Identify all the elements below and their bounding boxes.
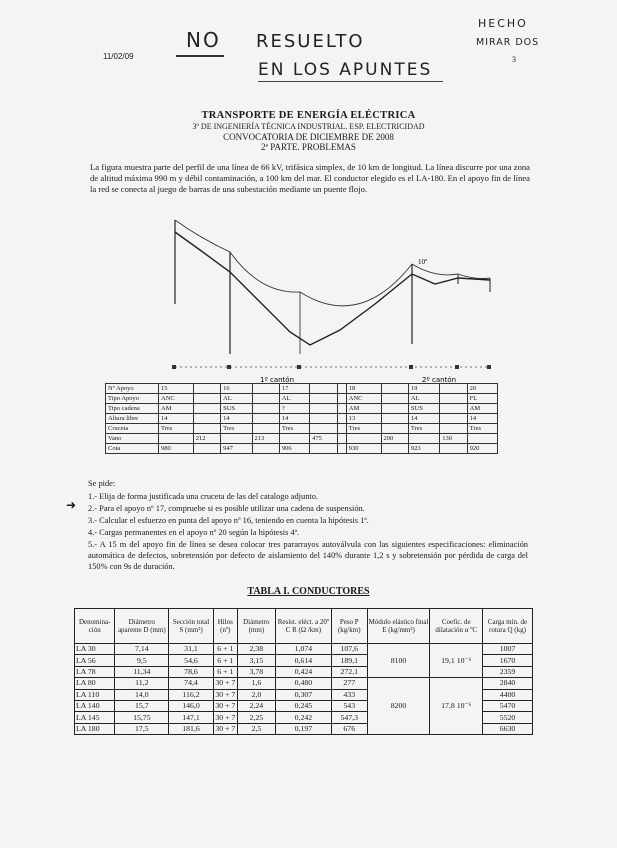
- conductor-cell: 147,1: [169, 712, 213, 723]
- conductor-column-header: Módulo elástico final E (kg/mm²): [367, 609, 430, 644]
- profile-row-label: Cota: [106, 444, 159, 454]
- profile-cell: 947: [221, 444, 252, 454]
- conductor-cell: 543: [331, 700, 367, 711]
- baseline-mark-17: [297, 365, 301, 369]
- baseline-mark-15: [172, 365, 176, 369]
- conductor-cell: LA 180: [75, 723, 115, 734]
- canton-1-label: 1º cantón: [260, 376, 295, 384]
- baseline-mark-18: [409, 365, 413, 369]
- profile-cell: [440, 424, 467, 434]
- conductor-column-header: Diámetro aparente D (mm): [115, 609, 169, 644]
- conductor-cell: 116,2: [169, 689, 213, 700]
- profile-cell: [337, 404, 346, 414]
- profile-cell: 923: [408, 444, 439, 454]
- conductor-cell: 9,5: [115, 655, 169, 666]
- profile-cell: [310, 384, 337, 394]
- profile-cell: [310, 424, 337, 434]
- conductor-cell: 2,25: [237, 712, 275, 723]
- profile-cell: AL: [279, 394, 309, 404]
- conductor-cell: 0,307: [275, 689, 331, 700]
- profile-cell: [221, 434, 252, 444]
- profile-cell: AM: [467, 404, 497, 414]
- conductor-cell: 433: [331, 689, 367, 700]
- profile-table-row: [106, 404, 498, 414]
- profile-cell: Tres: [408, 424, 439, 434]
- conductor-cell: 547,3: [331, 712, 367, 723]
- profile-cell: 930: [346, 444, 381, 454]
- conductor-cell: 676: [331, 723, 367, 734]
- conductor-column-header: Diámetro (mm): [237, 609, 275, 644]
- conductor-cell: 30 + 7: [213, 723, 237, 734]
- question-1: 1.- Elija de forma justificada una cruceta de las del catalogo adjunto.: [88, 492, 318, 501]
- conductor-cell: 30 + 7: [213, 700, 237, 711]
- conductor-cell: 3,78: [237, 666, 275, 677]
- breaking-load-cell: 6630: [483, 723, 533, 734]
- conductor-cell: LA 78: [75, 666, 115, 677]
- profile-cell: 475: [310, 434, 337, 444]
- handwritten-mirar: MIRAR DOS: [476, 37, 540, 48]
- conductor-cell: 2,5: [237, 723, 275, 734]
- conductor-cell: 0,197: [275, 723, 331, 734]
- conductor-cell: 0,614: [275, 655, 331, 666]
- canton-2-label: 2º cantón: [422, 376, 457, 384]
- profile-cell: [252, 404, 279, 414]
- profile-cell: [346, 434, 381, 444]
- profile-cell: [337, 424, 346, 434]
- profile-cell: ANC: [159, 394, 194, 404]
- profile-cell: [337, 394, 346, 404]
- profile-cell: [381, 414, 408, 424]
- profile-cell: 212: [193, 434, 220, 444]
- conductor-cell: LA 80: [75, 678, 115, 689]
- conductor-cell: 3,15: [237, 655, 275, 666]
- profile-cell: 18: [346, 384, 381, 394]
- profile-cell: [337, 384, 346, 394]
- question-4: 4.- Cargas permanentes en el apoyo nº 20 según la hipótesis 4ª.: [88, 528, 300, 537]
- handwritten-apuntes: EN LOS APUNTES: [258, 60, 433, 80]
- conductor-cell: 272,1: [331, 666, 367, 677]
- conductor-cell: 30 + 7: [213, 678, 237, 689]
- profile-cell: [193, 424, 220, 434]
- profile-cell: [252, 444, 279, 454]
- conductor-cell: 14,0: [115, 689, 169, 700]
- profile-cell: [279, 434, 309, 444]
- handwritten-apuntes-underline: [258, 81, 443, 82]
- profile-cell: [440, 394, 467, 404]
- profile-cell: 213: [252, 434, 279, 444]
- handwritten-resuelto: RESUELTO: [256, 31, 365, 52]
- conductor-cell: LA 145: [75, 712, 115, 723]
- profile-table: [105, 383, 498, 454]
- conductor-cell: 0,424: [275, 666, 331, 677]
- profile-cell: [193, 444, 220, 454]
- questions-intro: Se pide:: [88, 479, 116, 488]
- profile-cell: 130: [440, 434, 467, 444]
- elastic-modulus-cell: 8200: [367, 678, 430, 735]
- conductor-cell: 15,7: [115, 700, 169, 711]
- profile-cell: 920: [467, 444, 497, 454]
- breaking-load-cell: 5470: [483, 700, 533, 711]
- profile-cell: Tres: [346, 424, 381, 434]
- profile-cell: [440, 444, 467, 454]
- profile-cell: 200: [381, 434, 408, 444]
- conductor-header-row: [75, 609, 533, 644]
- conductor-row: [75, 678, 533, 689]
- profile-cell: [440, 414, 467, 424]
- elastic-modulus-cell: 8100: [367, 644, 430, 678]
- profile-cell: [193, 384, 220, 394]
- angle-label: 10º: [418, 258, 428, 266]
- conductor-cell: 1,6: [237, 678, 275, 689]
- conductor-cell: 30 + 7: [213, 712, 237, 723]
- breaking-load-cell: 1670: [483, 655, 533, 666]
- profile-row-label: Cruceta: [106, 424, 159, 434]
- conductor-column-header: Sección total S (mm²): [169, 609, 213, 644]
- conductor-column-header: Peso P (kg/km): [331, 609, 367, 644]
- conductor-cell: 54,6: [169, 655, 213, 666]
- profile-cell: Tres: [221, 424, 252, 434]
- conductor-cell: 7,14: [115, 644, 169, 655]
- profile-cell: [310, 394, 337, 404]
- questions-arrow-icon: ➜: [66, 498, 77, 512]
- conductor-cell: 6 + 1: [213, 655, 237, 666]
- profile-cell: [310, 444, 337, 454]
- conductor-cell: 11,2: [115, 678, 169, 689]
- conductor-cell: 146,0: [169, 700, 213, 711]
- conductor-cell: LA 140: [75, 700, 115, 711]
- profile-cell: [381, 424, 408, 434]
- profile-cell: ANC: [346, 394, 381, 404]
- dilatation-coef-cell: 17,8 10⁻⁶: [430, 678, 483, 735]
- doc-part: 2ª PARTE. PROBLEMAS: [261, 142, 356, 152]
- profile-cell: [337, 414, 346, 424]
- conductor-span-1: [175, 220, 230, 252]
- profile-row-label: Altura libre: [106, 414, 159, 424]
- profile-cell: [193, 414, 220, 424]
- profile-cell: [381, 384, 408, 394]
- profile-table-row: [106, 414, 498, 424]
- doc-title: TRANSPORTE DE ENERGÍA ELÉCTRICA: [201, 110, 416, 121]
- profile-row-label: Nº Apoyo: [106, 384, 159, 394]
- conductor-column-header: Resist. eléct. a 20º C R (Ω /km): [275, 609, 331, 644]
- baseline-mark-16: [227, 365, 231, 369]
- profile-cell: SUS: [408, 404, 439, 414]
- profile-cell: [252, 394, 279, 404]
- profile-cell: [467, 434, 497, 444]
- profile-cell: [159, 434, 194, 444]
- conductor-cell: 74,4: [169, 678, 213, 689]
- conductor-column-header: Coefic. de dilatación α ºC: [430, 609, 483, 644]
- conductor-cell: 0,245: [275, 700, 331, 711]
- conductor-cell: 6 + 1: [213, 644, 237, 655]
- profile-table-row: [106, 384, 498, 394]
- conductor-cell: 107,6: [331, 644, 367, 655]
- profile-cell: 14: [221, 414, 252, 424]
- profile-cell: 20: [467, 384, 497, 394]
- profile-cell: Tres: [159, 424, 194, 434]
- question-5: 5.- A 15 m del apoyo fin de línea se desea colocar tres pararrayos autoválvula con las siguientes especificaciones: eliminación automática de defectos, sobretensión por defecto de aislamiento del 140% durante 1,2 s y sobretensión por pérdida de carga del 150% con 9s de duración.: [88, 540, 528, 571]
- baseline-mark-20: [487, 365, 491, 369]
- conductor-cell: 181,6: [169, 723, 213, 734]
- conductor-span-2: [230, 252, 300, 292]
- profile-cell: [193, 404, 220, 414]
- profile-cell: AM: [346, 404, 381, 414]
- profile-cell: [440, 384, 467, 394]
- profile-cell: [252, 424, 279, 434]
- profile-cell: SUS: [221, 404, 252, 414]
- profile-cell: [381, 444, 408, 454]
- profile-cell: [310, 414, 337, 424]
- conductor-cell: 6 + 1: [213, 666, 237, 677]
- handwritten-no: NO: [186, 28, 221, 52]
- question-2: 2.- Para el apoyo nº 17, compruebe si es posible utilizar una cadena de suspensión.: [88, 504, 365, 513]
- handwritten-hecho: HECHO: [478, 17, 528, 30]
- conductor-cell: 189,1: [331, 655, 367, 666]
- conductor-cell: LA 56: [75, 655, 115, 666]
- profile-table-row: [106, 444, 498, 454]
- conductor-cell: 1,074: [275, 644, 331, 655]
- conductor-column-header: Denomina-ción: [75, 609, 115, 644]
- conductor-column-header: Carga mín. de rotura Q (kg): [483, 609, 533, 644]
- profile-cell: [337, 434, 346, 444]
- profile-cell: AL: [408, 394, 439, 404]
- conductor-cell: 0,242: [275, 712, 331, 723]
- line-profile-figure: [160, 212, 500, 384]
- intro-paragraph: La figura muestra parte del perfil de una línea de 66 kV, trifásica simplex, de 10 km de longitud. La línea discurre por una zona de altitud máxima 990 m y débil contaminación, a 100 km del mar. El conductor elegido es el LA-180. En el apoyo fin de línea la red se conecta al juego de barras de una subestación mediante un puente flojo.: [90, 162, 530, 194]
- profile-cell: 17: [279, 384, 309, 394]
- profile-cell: [381, 404, 408, 414]
- profile-cell: Tres: [279, 424, 309, 434]
- handwritten-no-underline: [176, 55, 224, 57]
- conductor-cell: 2,0: [237, 689, 275, 700]
- dilatation-coef-cell: 19,1 10⁻⁶: [430, 644, 483, 678]
- profile-cell: 13: [346, 414, 381, 424]
- profile-table-row: [106, 394, 498, 404]
- profile-cell: 14: [467, 414, 497, 424]
- conductor-cell: 78,6: [169, 666, 213, 677]
- profile-cell: 14: [159, 414, 194, 424]
- conductor-table-title: TABLA I. CONDUCTORES: [247, 586, 370, 597]
- profile-cell: AL: [221, 394, 252, 404]
- profile-cell: [252, 414, 279, 424]
- profile-cell: [337, 444, 346, 454]
- profile-row-label: Tipo Apoyo: [106, 394, 159, 404]
- profile-cell: 14: [279, 414, 309, 424]
- page-number: 3: [512, 55, 516, 64]
- profile-cell: [252, 384, 279, 394]
- breaking-load-cell: 1007: [483, 644, 533, 655]
- doc-subtitle: 3º DE INGENIERÍA TÉCNICA INDUSTRIAL. ESP. ELECTRICIDAD: [192, 122, 425, 131]
- profile-cell: 16: [221, 384, 252, 394]
- profile-cell: 19: [408, 384, 439, 394]
- profile-cell: ?: [279, 404, 309, 414]
- profile-cell: Tres: [467, 424, 497, 434]
- conductor-table: [74, 608, 533, 735]
- breaking-load-cell: 2840: [483, 678, 533, 689]
- conductor-column-header: Hilos (nº): [213, 609, 237, 644]
- conductor-cell: 2,38: [237, 644, 275, 655]
- profile-row-label: Tipo cadena: [106, 404, 159, 414]
- profile-row-label: Vano: [106, 434, 159, 444]
- conductor-cell: 11,34: [115, 666, 169, 677]
- profile-table-row: [106, 424, 498, 434]
- profile-cell: [193, 394, 220, 404]
- profile-cell: AM: [159, 404, 194, 414]
- conductor-cell: 2,24: [237, 700, 275, 711]
- conductor-cell: LA 110: [75, 689, 115, 700]
- conductor-cell: 31,1: [169, 644, 213, 655]
- profile-cell: [310, 404, 337, 414]
- conductor-cell: 0,480: [275, 678, 331, 689]
- conductor-row: [75, 644, 533, 655]
- conductor-cell: LA 30: [75, 644, 115, 655]
- conductor-cell: 277: [331, 678, 367, 689]
- profile-table-row: [106, 434, 498, 444]
- breaking-load-cell: 5520: [483, 712, 533, 723]
- conductor-cell: 30 + 7: [213, 689, 237, 700]
- profile-cell: 980: [159, 444, 194, 454]
- profile-cell: 906: [279, 444, 309, 454]
- doc-call: CONVOCATORIA DE DICIEMBRE DE 2008: [223, 132, 394, 142]
- question-3: 3.- Calcular el esfuerzo en punta del apoyo nº 16, teniendo en cuenta la hipótesis 1ª.: [88, 516, 369, 525]
- baseline-mark-19: [455, 365, 459, 369]
- breaking-load-cell: 4400: [483, 689, 533, 700]
- conductor-span-3: [300, 264, 412, 306]
- profile-cell: [408, 434, 439, 444]
- profile-cell: [440, 404, 467, 414]
- profile-cell: [381, 394, 408, 404]
- ground-profile: [175, 232, 490, 345]
- conductor-cell: 17,5: [115, 723, 169, 734]
- profile-cell: 15: [159, 384, 194, 394]
- date-stamp: 11/02/09: [103, 52, 134, 61]
- profile-cell: FL: [467, 394, 497, 404]
- profile-cell: 14: [408, 414, 439, 424]
- breaking-load-cell: 2359: [483, 666, 533, 677]
- conductor-cell: 15,75: [115, 712, 169, 723]
